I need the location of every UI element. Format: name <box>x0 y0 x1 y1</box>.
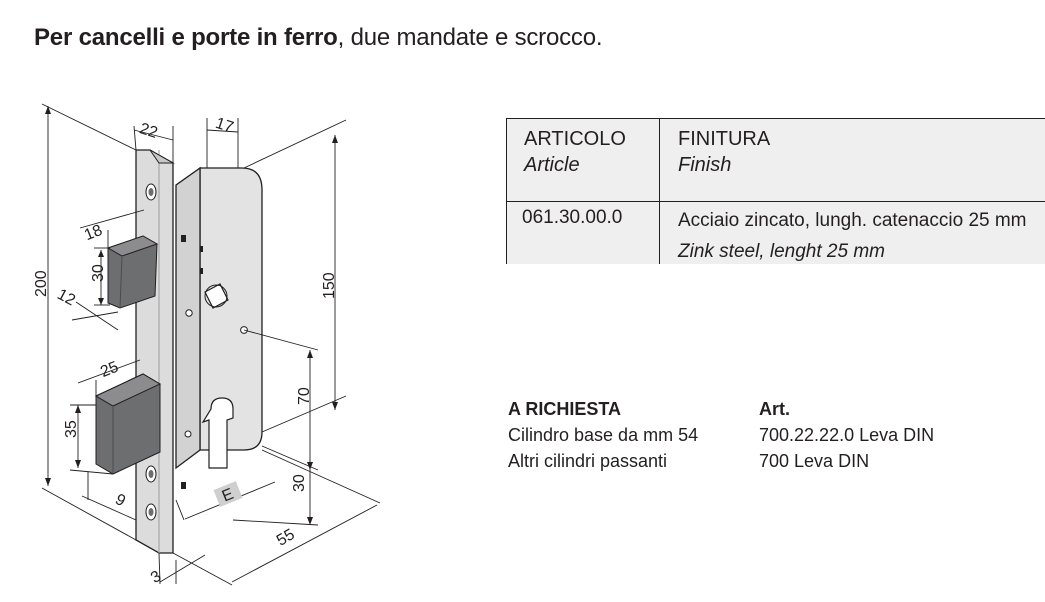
dim-22-label: 22 <box>137 120 160 142</box>
dim-30-backset-label: 30 <box>291 474 308 492</box>
page-title-bold: Per cancelli e porte in ferro <box>34 24 338 51</box>
finish-description <box>678 205 1027 267</box>
lock-technical-drawing <box>0 90 500 602</box>
article-number-2: 700 Leva DIN <box>759 451 870 471</box>
on-request-line-1: Cilindro base da mm 54 <box>508 425 699 445</box>
finish-description-en: Zink steel, lenght 25 mm <box>678 241 885 262</box>
article-numbers-block <box>759 396 934 474</box>
article-header <box>524 126 626 178</box>
dim-70-label: 70 <box>296 387 313 405</box>
finish-header <box>678 126 770 178</box>
dim-55-label: 55 <box>273 526 298 550</box>
dim-e-label: E <box>219 485 237 506</box>
dim-200-label: 200 <box>33 270 50 297</box>
dim-3-label: 3 <box>148 567 165 587</box>
on-request-title: A RICHIESTA <box>508 399 622 419</box>
on-request-line-2: Altri cilindri passanti <box>508 451 668 471</box>
page-title-rest: , due mandate e scrocco. <box>337 24 603 51</box>
dim-9-label: 9 <box>112 491 129 511</box>
on-request-block <box>508 396 698 474</box>
article-header-en: Article <box>524 154 580 176</box>
finish-header-en: Finish <box>678 154 732 176</box>
dim-17-label: 17 <box>213 114 236 137</box>
article-header-it: ARTICOLO <box>524 128 626 150</box>
dim-25-label: 25 <box>98 358 121 382</box>
finish-header-it: FINITURA <box>678 128 771 150</box>
spec-table <box>506 118 1045 264</box>
dim-35-label: 35 <box>63 420 80 438</box>
article-code: 061.30.00.0 <box>522 207 623 228</box>
lock-case-side <box>176 168 200 468</box>
article-numbers-title: Art. <box>759 399 790 419</box>
finish-description-it: Acciaio zincato, lungh. catenaccio 25 mm <box>678 210 1027 231</box>
dim-30-latch-label: 30 <box>90 264 107 282</box>
page-title <box>34 24 602 52</box>
dim-18-label: 18 <box>81 221 105 245</box>
dim-12-label: 12 <box>54 286 78 310</box>
article-number-1: 700.22.22.0 Leva DIN <box>759 425 935 445</box>
dim-150-label: 150 <box>321 272 338 299</box>
